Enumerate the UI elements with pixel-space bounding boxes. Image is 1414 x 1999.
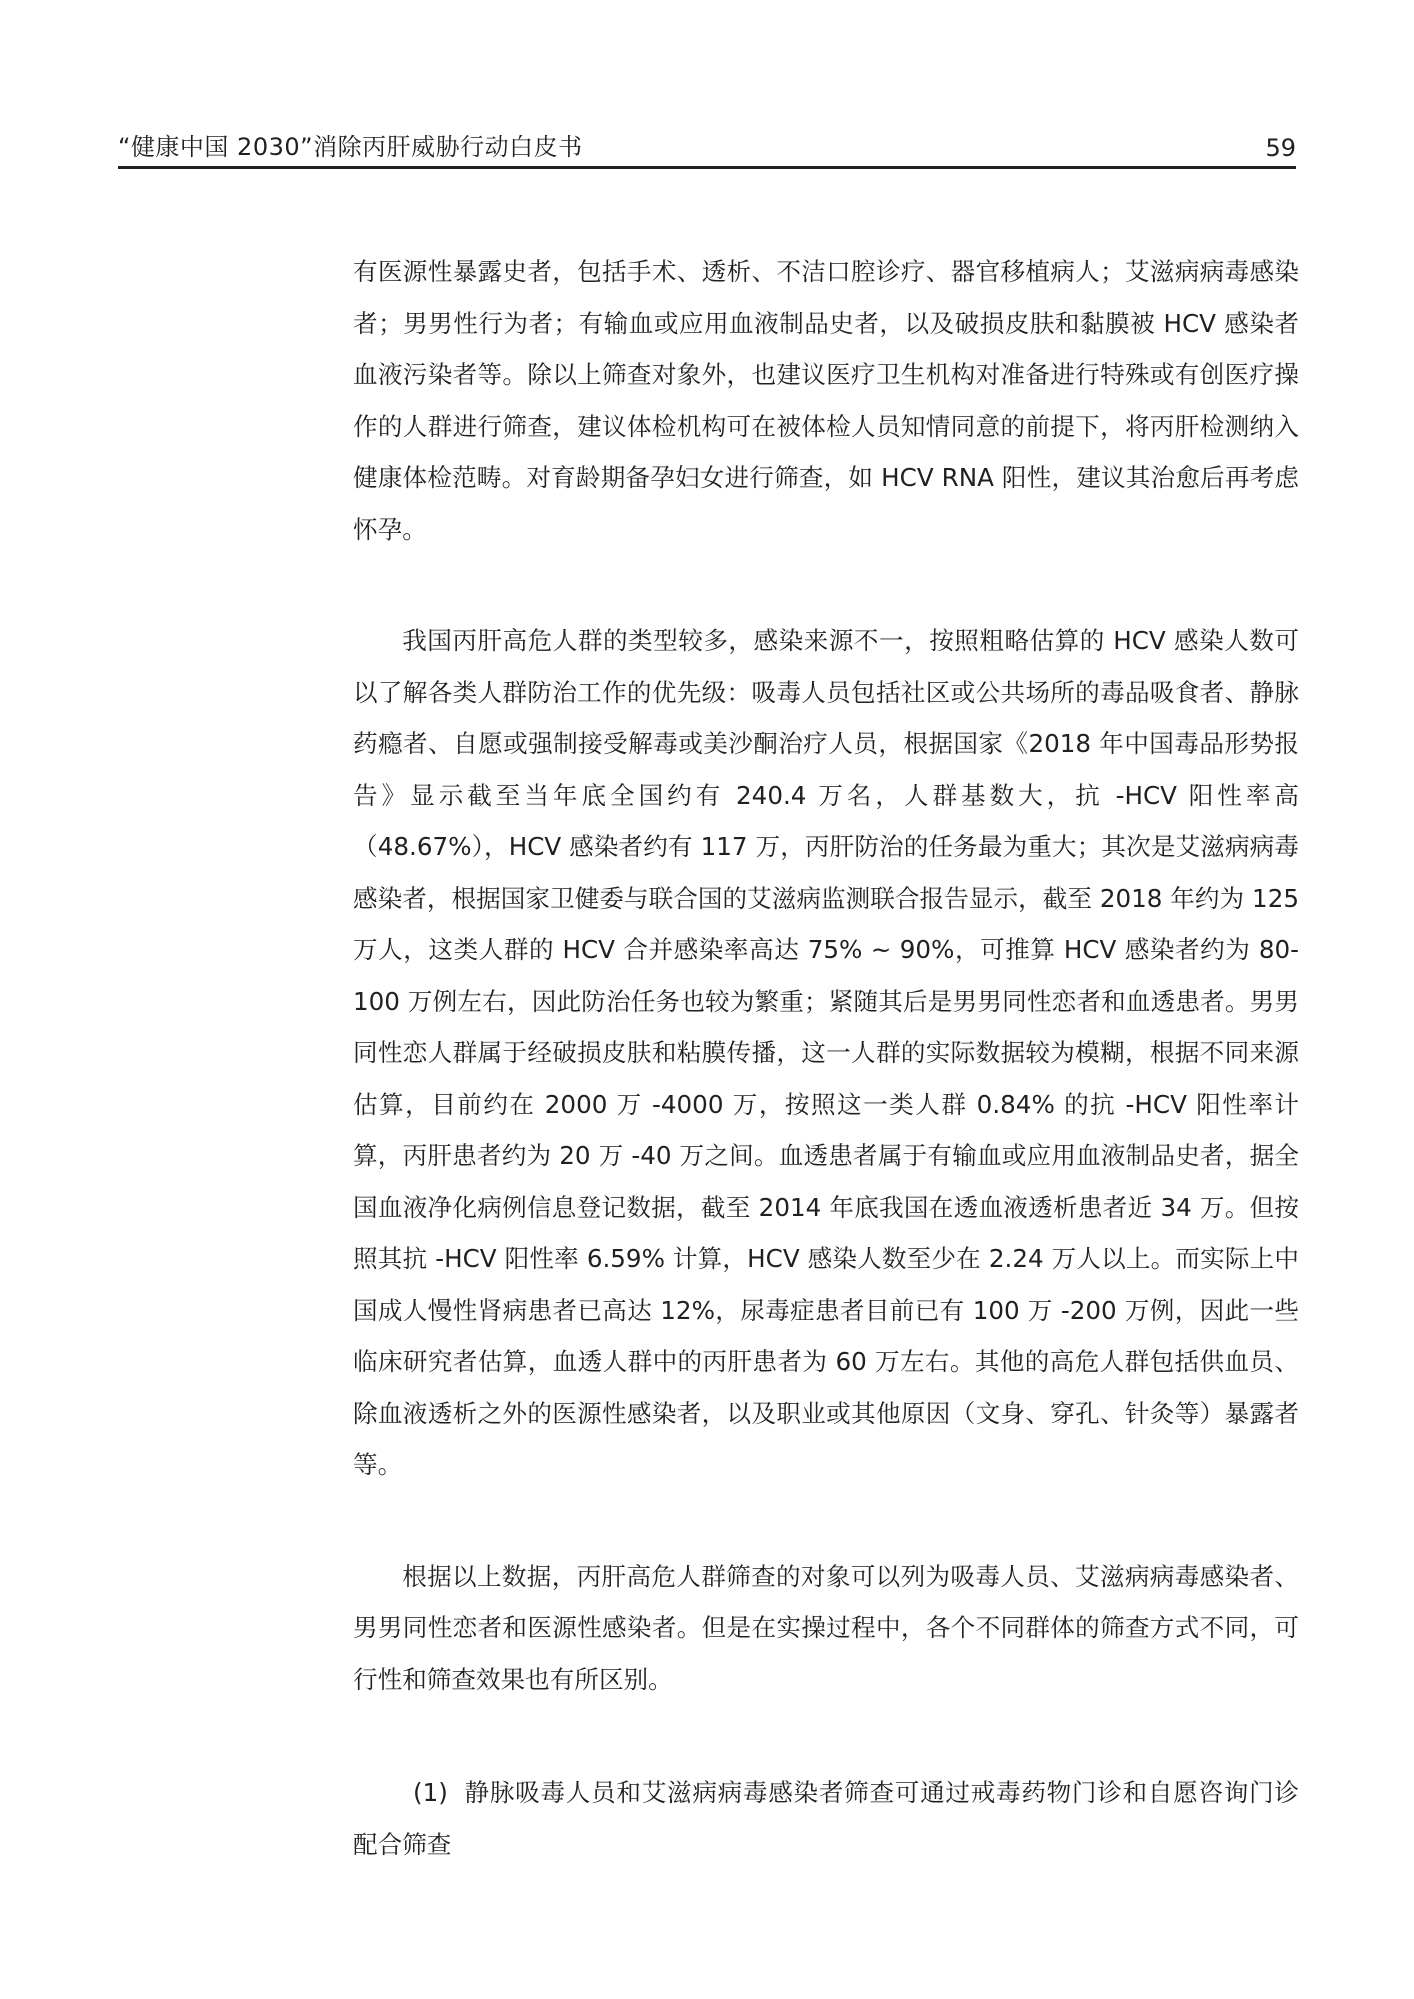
- header-divider: [118, 166, 1296, 169]
- paragraph-screening-summary: 根据以上数据，丙肝高危人群筛查的对象可以列为吸毒人员、艾滋病病毒感染者、男男同性恋者和医源性感染者。但是在实操过程中，各个不同群体的筛查方式不同，可行性和筛查效果也有所区别。: [353, 1561, 1299, 1694]
- page-number: 59: [1265, 134, 1296, 162]
- page-header: [118, 128, 1296, 168]
- page-body: [353, 246, 1299, 1870]
- subheading-number: (1): [413, 1778, 448, 1807]
- paragraph-screening-targets: 有医源性暴露史者，包括手术、透析、不洁口腔诊疗、器官移植病人；艾滋病病毒感染者；男男性行为者；有输血或应用血液制品史者，以及破损皮肤和黏膜被 HCV 感染者血液污染者等。除以上筛查对象外，也建议医疗卫生机构对准备进行特殊或有创医疗操作的人群进行筛查，建议体检机构可在被体检人员知情同意的前提下，将丙肝检测纳入健康体检范畴。对育龄期备孕妇女进行筛查，如 HCV RNA 阳性，建议其治愈后再考虑怀孕。: [353, 257, 1299, 544]
- paragraph-spacer: [353, 555, 1299, 615]
- paragraph-spacer: [353, 1705, 1299, 1767]
- document-title: “健康中国 2030”消除丙肝威胁行动白皮书: [118, 133, 583, 161]
- paragraph-high-risk-groups: 我国丙肝高危人群的类型较多，感染来源不一，按照粗略估算的 HCV 感染人数可以了解各类人群防治工作的优先级：吸毒人员包括社区或公共场所的毒品吸食者、静脉药瘾者、自愿或强制接受解毒或美沙酮治疗人员，根据国家《2018 年中国毒品形势报告》显示截至当年底全国约有 240.4 万名，人群基数大，抗 -HCV 阳性率高（48.67%），HCV 感染者约有 117 万，丙肝防治的任务最为重大；其次是艾滋病病毒感染者，根据国家卫健委与联合国的艾滋病监测联合报告显示，截至 2018 年约为 125 万人，这类人群的 HCV 合并感染率高达 75% ~ 90%，可推算 HCV 感染者约为 80-100 万例左右，因此防治任务也较为繁重；紧随其后是男男同性恋者和血透患者。男男同性恋人群属于经破损皮肤和粘膜传播，这一人群的实际数据较为模糊，根据不同来源估算，目前约在 2000 万 -4000 万，按照这一类人群 0.84% 的抗 -HCV 阳性率计算，丙肝患者约为 20 万 -40 万之间。血透患者属于有输血或应用血液制品史者，据全国血液净化病例信息登记数据，截至 2014 年底我国在透血液透析患者近 34 万。但按照其抗 -HCV 阳性率 6.59% 计算，HCV 感染人数至少在 2.24 万人以上。而实际上中国成人慢性肾病患者已高达 12%，尿毒症患者目前已有 100 万 -200 万例，因此一些临床研究者估算，血透人群中的丙肝患者为 60 万左右。其他的高危人群包括供血员、除血液透析之外的医源性感染者，以及职业或其他原因（文身、穿孔、针灸等）暴露者等。: [353, 626, 1299, 1479]
- section-subheading: [353, 1767, 1299, 1870]
- paragraph-spacer: [353, 1491, 1299, 1551]
- subheading-text: 静脉吸毒人员和艾滋病病毒感染者筛查可通过戒毒药物门诊和自愿咨询门诊配合筛查: [353, 1778, 1299, 1859]
